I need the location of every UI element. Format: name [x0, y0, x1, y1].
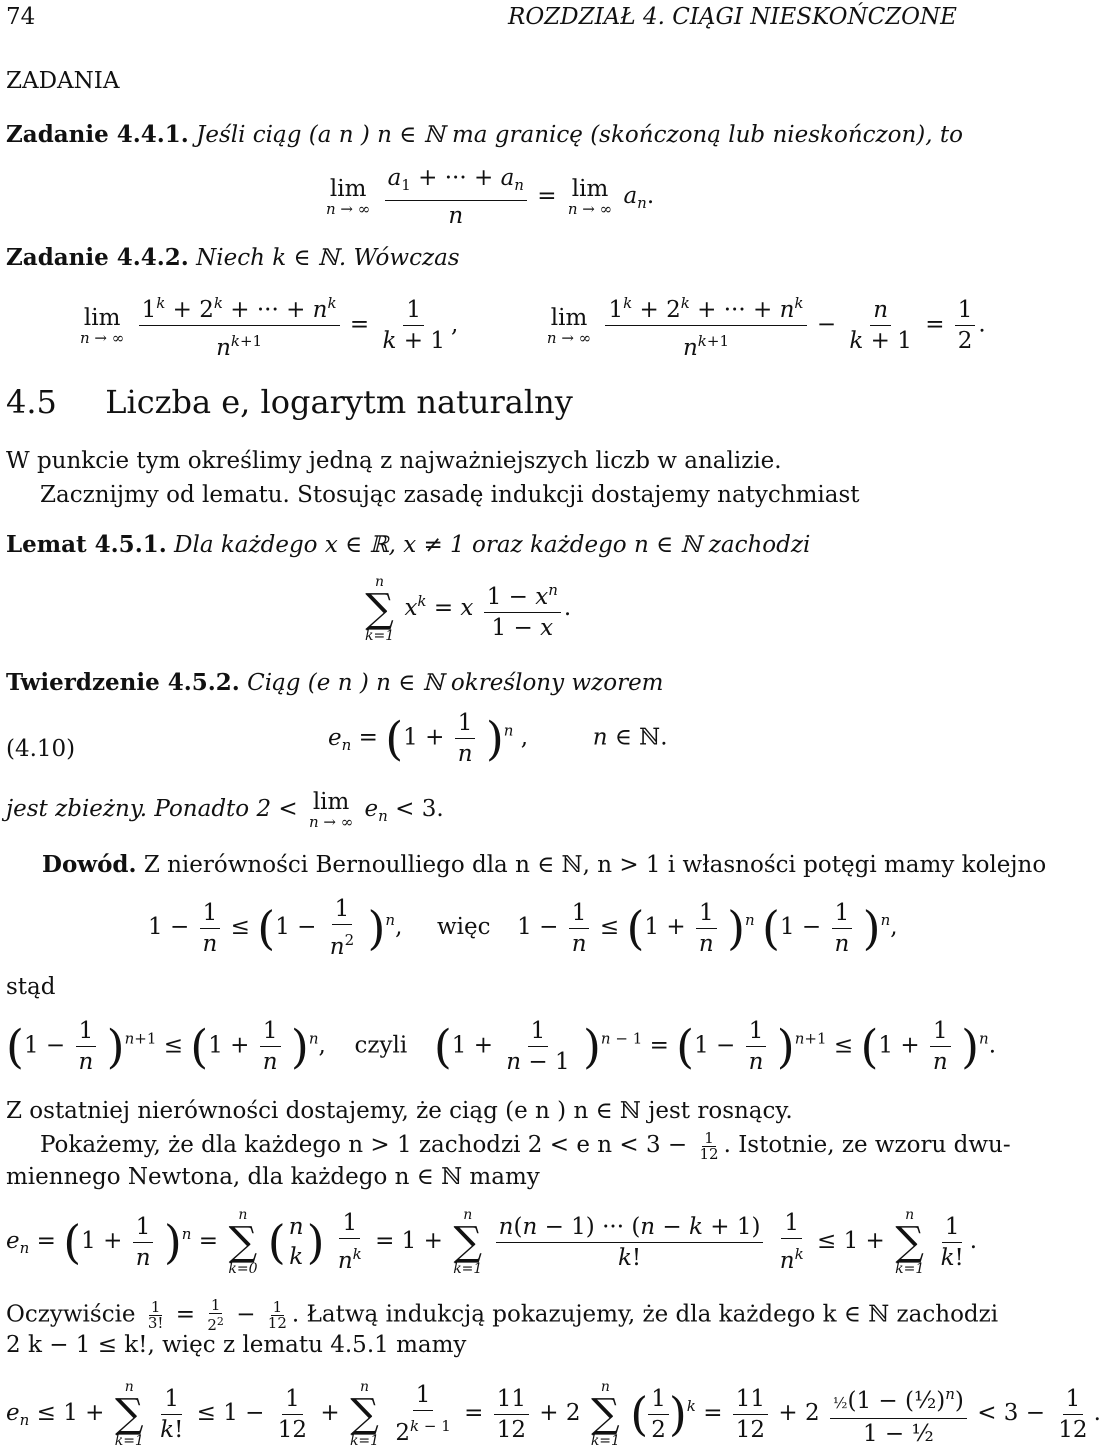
intro-line-2: Zacznijmy od lematu. Stosując zasadę indukcji dostajemy natychmiast: [40, 482, 860, 508]
para-2-line-1: Pokażemy, że dla każdego n > 1 zachodzi 2 < e n < 3 − $\frac{1}{12}$ . Istotnie, ze wzoru dwu-: [40, 1128, 1011, 1163]
para-2-end: . Istotnie, ze wzoru dwu-: [723, 1132, 1011, 1158]
stad-text: stąd: [6, 974, 56, 1000]
para-3-start: Oczywiście: [6, 1301, 136, 1328]
lemat: [6, 530, 810, 560]
dowod: [42, 850, 1046, 880]
running-title: ROZDZIAŁ 4. CIĄGI NIESKOŃCZONE: [508, 4, 957, 30]
formula-4-10: $e_n = (1$ + $\frac{1}{n}$ )$^n$ , n ∈ ℕ.: [328, 710, 668, 767]
dowod-label: Dowód.: [42, 851, 137, 878]
section-title: Liczba e, logarytm naturalny: [105, 383, 573, 421]
section-number: 4.5: [6, 383, 57, 421]
wiec-text: więc: [437, 914, 491, 940]
para-3-line-2: 2 k − 1 ≤ k!, więc z lematu 4.5.1 mamy: [6, 1332, 467, 1358]
zadanie-1-label: Zadanie 4.4.1.: [6, 121, 189, 148]
lemat-text: Dla każdego x ∈ ℝ, x ≠ 1 oraz każdego n ∈ ℕ zachodzi: [174, 532, 811, 558]
twierdzenie-text: Ciąg (e n ) n ∈ ℕ określony wzorem: [247, 670, 664, 696]
formula-monotonic: (1 − $\frac{1}{n}$ )$^{n+1}$ ≤ (1 + $\frac{1}{n}$ )$^n$, czyli (1 + $\frac{1}{n - 1}$ )$^{n - 1}$ = (1 − $\frac{1}{n}$ )$^{n+1}$ ≤ (1 + $\frac{1}{n}$ )$^n$.: [6, 1018, 996, 1075]
zadanie-1-text: Jeśli ciąg (a n ) n ∈ ℕ ma granicę (skończoną lub nieskończon), to: [196, 122, 963, 148]
para-3-line-1: Oczywiście $\frac{1}{3!}$ = $\frac{1}{2^2}$ − $\frac{1}{12}$ . Łatwą indukcją pokazujemy, że dla każdego k ∈ ℕ zachodzi: [6, 1296, 999, 1334]
zadanie-2-text: Niech k ∈ ℕ. Wówczas: [196, 245, 460, 271]
para-2-text: Pokażemy, że dla każdego n > 1 zachodzi 2 < e n < 3 −: [40, 1132, 688, 1158]
formula-final-bound: $e_n \le 1$ + n ∑ k=1 $\frac{1}{k!}$ ≤ 1 − $\frac{1}{12}$ + n ∑ k=1 $\frac{1}{2^{k - 1}}$ = $\frac{11}{12}$ + 2 n ∑ k=1 ( $\frac{1}{2}$ )$^k$ = $\frac{11}{12}$ + 2 $\frac{\frac{1}{2}(1 - (\frac{1}{2})^n)}{\text{1 − ½}}$ < 3 − $\frac{1}{12}$ .: [6, 1379, 1101, 1449]
lemat-label: Lemat 4.5.1.: [6, 531, 167, 558]
formula-lemat: n ∑ k=1 $x^k = x$ $\frac{1 - x^n}{1 - x}$ .: [365, 574, 572, 644]
zadanie-1: [6, 120, 963, 150]
dowod-text: Z nierówności Bernoulliego dla n ∈ ℕ, n > 1 i własności potęgi mamy kolejno: [143, 852, 1047, 878]
zadanie-2-label: Zadanie 4.4.2.: [6, 244, 189, 271]
page-number: 74: [6, 4, 36, 30]
para-3-end: . Łatwą indukcją pokazujemy, że dla każdego k ∈ ℕ zachodzi: [291, 1301, 999, 1328]
para-1: Z ostatniej nierówności dostajemy, że ciąg (e n ) n ∈ ℕ jest rosnący.: [6, 1098, 793, 1124]
twierdzenie-label: Twierdzenie 4.5.2.: [6, 669, 240, 696]
intro-line-1: W punkcie tym określimy jedną z najważniejszych liczb w analizie.: [6, 448, 782, 474]
twierdzenie: [6, 668, 664, 698]
formula-newton: $e_n = (1$ + $\frac{1}{n}$ )$^n$ = n ∑ k=0 ( n k ) $\frac{1}{n^k}$ = 1 + n ∑ k=1 $\frac{n(n - 1) \cdot\cdot\cdot (n - k + 1)}{k!}$ $\frac{1}{n^k}$ ≤ 1 + n ∑ k=1 $\frac{1}{k!}$ .: [6, 1207, 978, 1277]
equation-tag: (4.10): [6, 736, 76, 762]
para-2-line-2: miennego Newtona, dla każdego n ∈ ℕ mamy: [6, 1164, 540, 1190]
formula-zadanie-1: lim n → ∞ $\frac{a_1 + \cdot\cdot\cdot + a_n}{n}$ = lim n → ∞ $a_n$.: [326, 165, 655, 229]
limit-bound: jest zbieżny. Ponadto 2 < lim n → ∞ $e_n < 3$.: [6, 789, 444, 831]
formula-zadanie-2: lim n → ∞ $\frac{1^k + 2^k + \cdot\cdot\cdot + n^k}{n^{k+1}}$ = $\frac{1}{k + 1}$ , lim n → ∞ $\frac{1^k + 2^k + \cdot\cdot\cdot + n^k}{n^{k+1}}$ − $\frac{n}{k + 1}$ = $\frac{1}{2}$ .: [76, 290, 986, 361]
formula-bernoulli: 1 − $\frac{1}{n}$ ≤ (1 − $\frac{1}{n^2}$ )$^n$, więc 1 − $\frac{1}{n}$ ≤ (1 + $\frac{1}{n}$ )$^n$ (1 − $\frac{1}{n}$ )$^n$,: [148, 896, 898, 960]
zadanie-2: [6, 243, 460, 273]
czyli-text: czyli: [354, 1032, 408, 1059]
zadania-heading: ZADANIA: [6, 68, 120, 94]
jest-zbiezny-text: jest zbieżny. Ponadto 2 <: [6, 796, 298, 822]
section-heading: [6, 382, 573, 422]
